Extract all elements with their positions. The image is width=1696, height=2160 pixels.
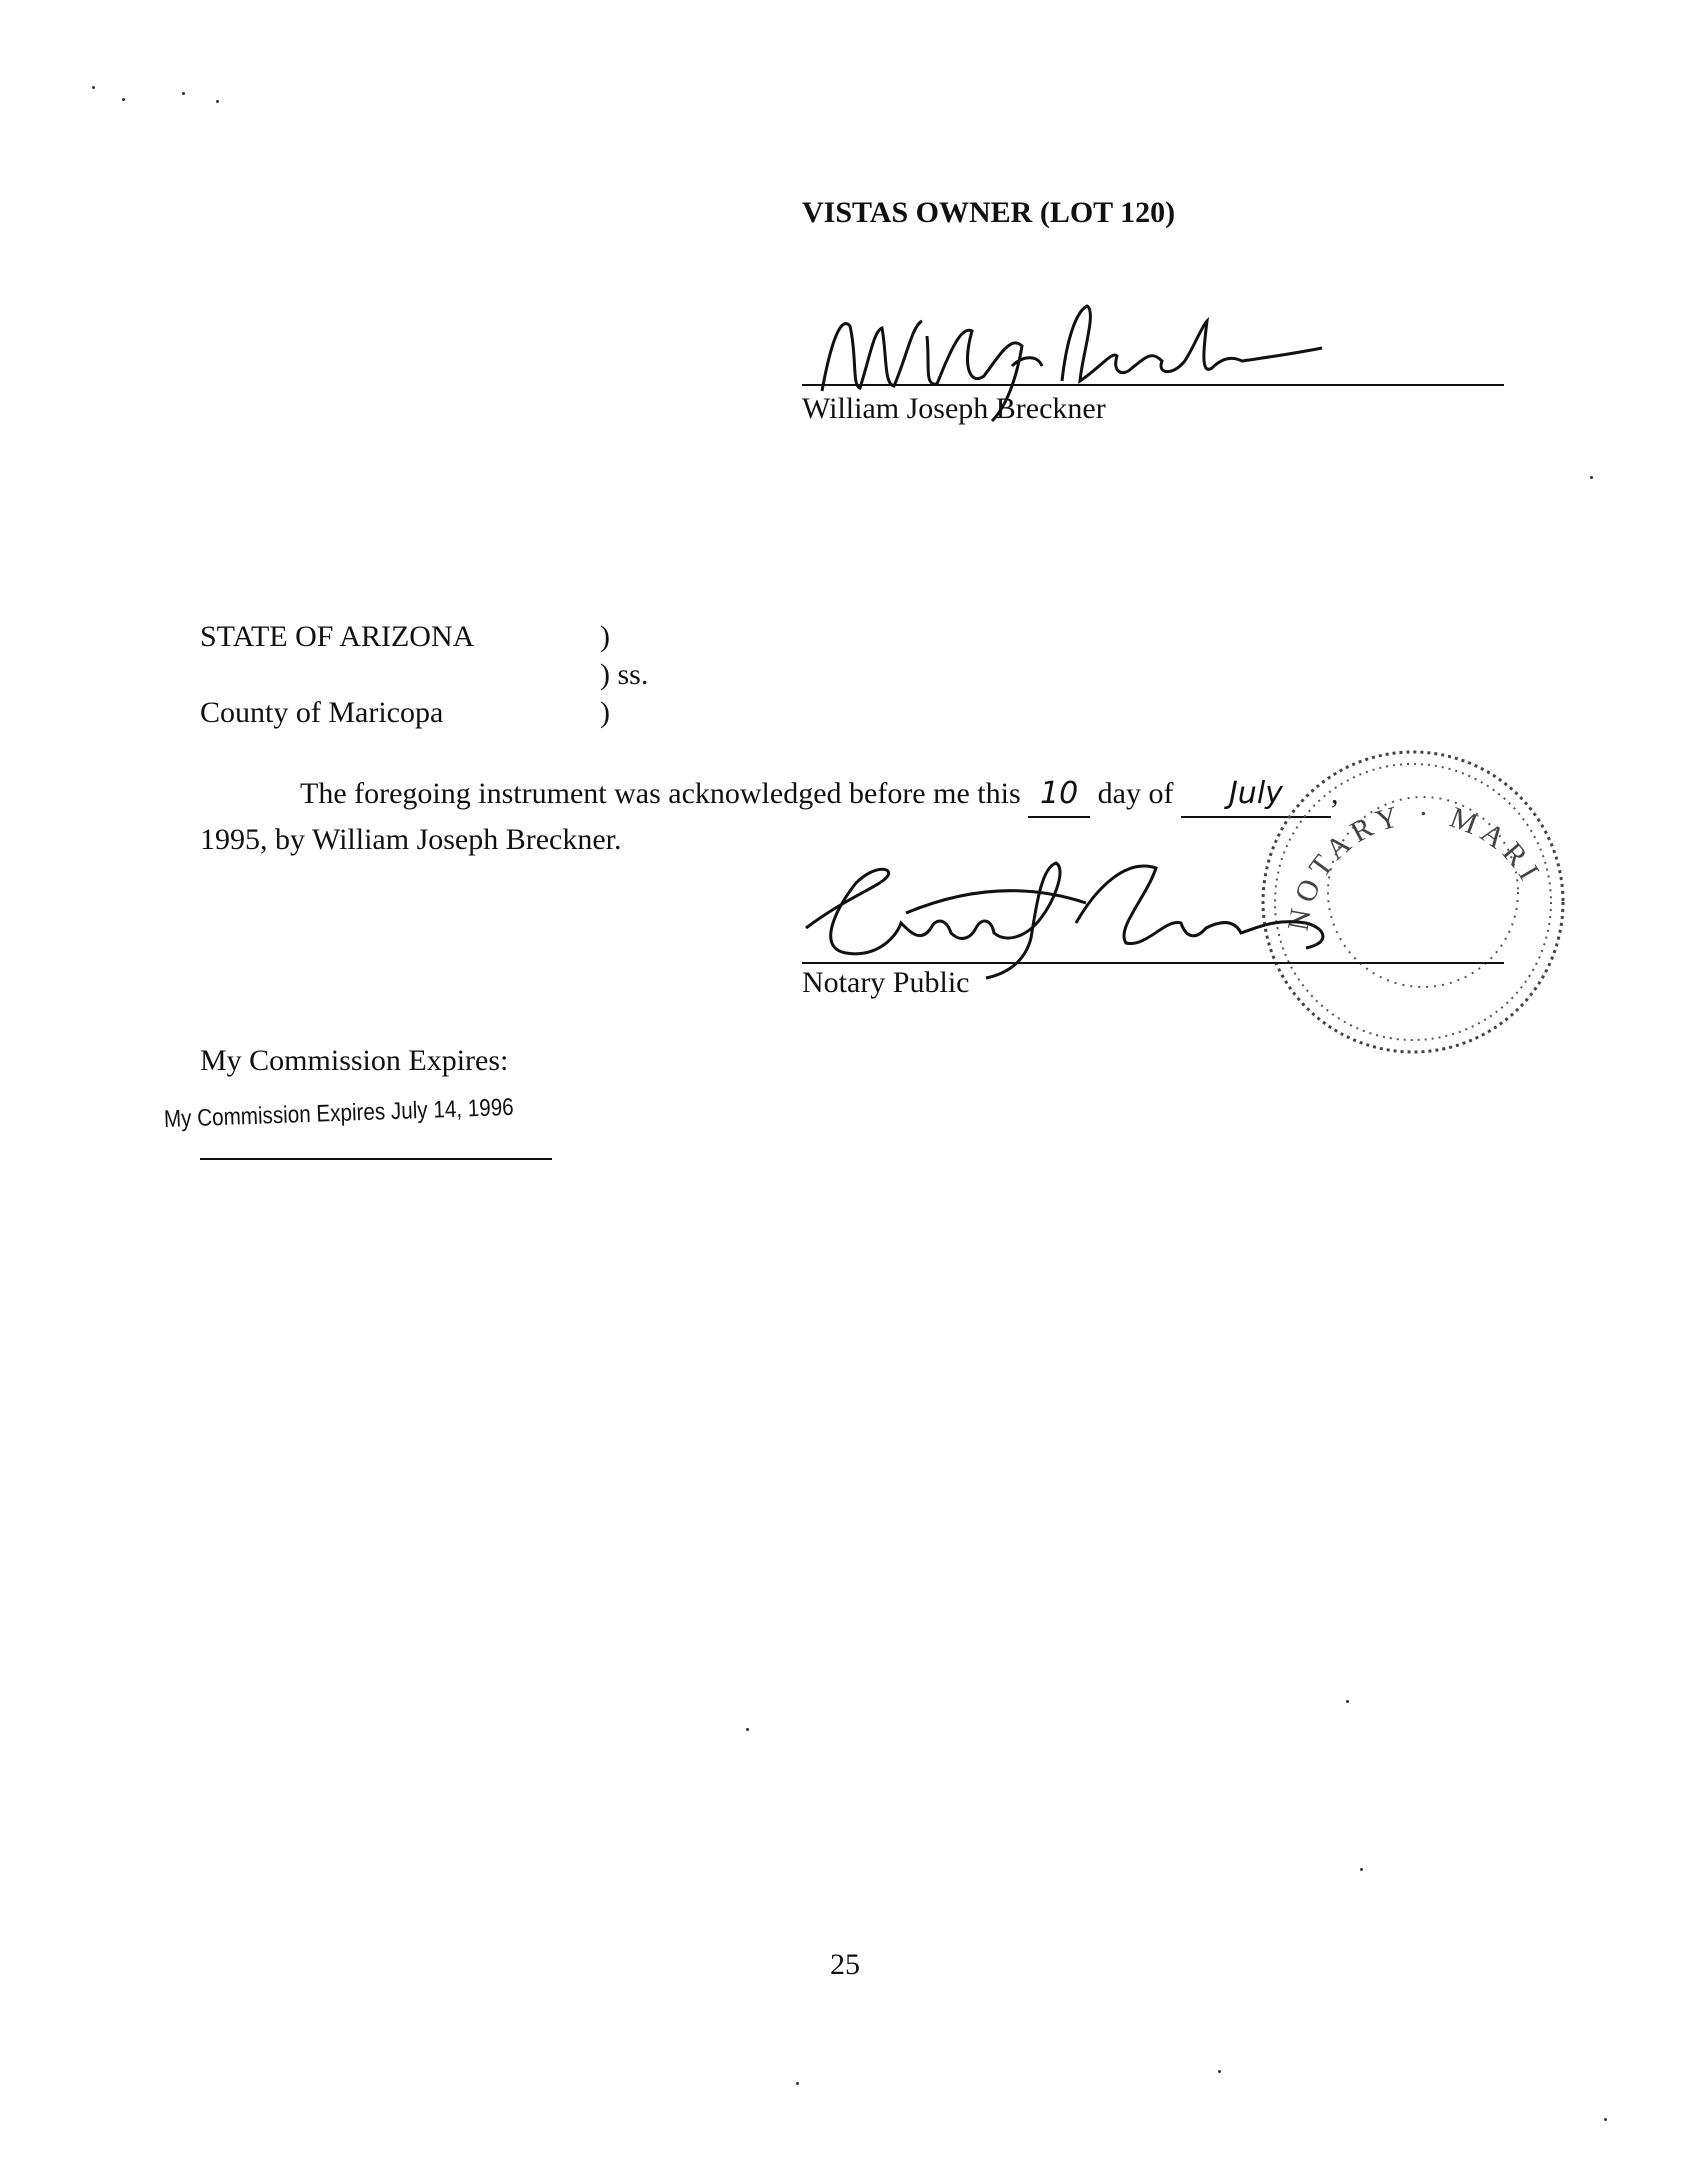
- scan-speck: [1218, 2070, 1221, 2073]
- signer-name: William Joseph Breckner: [802, 392, 1106, 425]
- scan-speck: [746, 1728, 749, 1731]
- scan-speck: [122, 98, 125, 101]
- svg-text:NOTARY · MARICOPA CO.: NOTARY · MARICOPA CO.: [1234, 716, 1549, 934]
- scan-speck: [796, 2082, 799, 2085]
- scan-speck: [216, 100, 219, 103]
- commission-line: [200, 1158, 552, 1160]
- scan-speck: [1590, 476, 1593, 479]
- owner-signature-line: [802, 384, 1504, 386]
- venue-county: County of Maricopa: [200, 696, 444, 729]
- notary-public-label: Notary Public: [802, 966, 970, 999]
- venue-paren-1: ): [600, 620, 610, 653]
- notary-signature-line: [802, 962, 1504, 964]
- venue-paren-2: ): [600, 696, 610, 729]
- day-blank: 10: [1028, 772, 1090, 818]
- ack-text-before-day: The foregoing instrument was acknowledged before me this: [300, 777, 1021, 810]
- venue-ss: ) ss.: [600, 658, 649, 691]
- ack-comma: ,: [1330, 777, 1339, 810]
- month-blank: July: [1181, 772, 1331, 818]
- scan-speck: [1360, 1868, 1363, 1871]
- scan-speck: [92, 86, 95, 89]
- scan-speck: [1346, 1700, 1349, 1703]
- page-number: 25: [830, 1948, 860, 1981]
- scan-speck: [1604, 2118, 1607, 2121]
- document-heading: VISTAS OWNER (LOT 120): [802, 196, 1176, 229]
- ack-text-after: 1995, by William Joseph Breckner.: [200, 823, 622, 856]
- commission-stamp: My Commission Expires July 14, 1996: [163, 1093, 515, 1133]
- ack-text-day-of: day of: [1097, 777, 1174, 810]
- commission-expires-label: My Commission Expires:: [200, 1044, 509, 1077]
- scan-speck: [182, 92, 185, 95]
- venue-state: STATE OF ARIZONA: [200, 620, 475, 653]
